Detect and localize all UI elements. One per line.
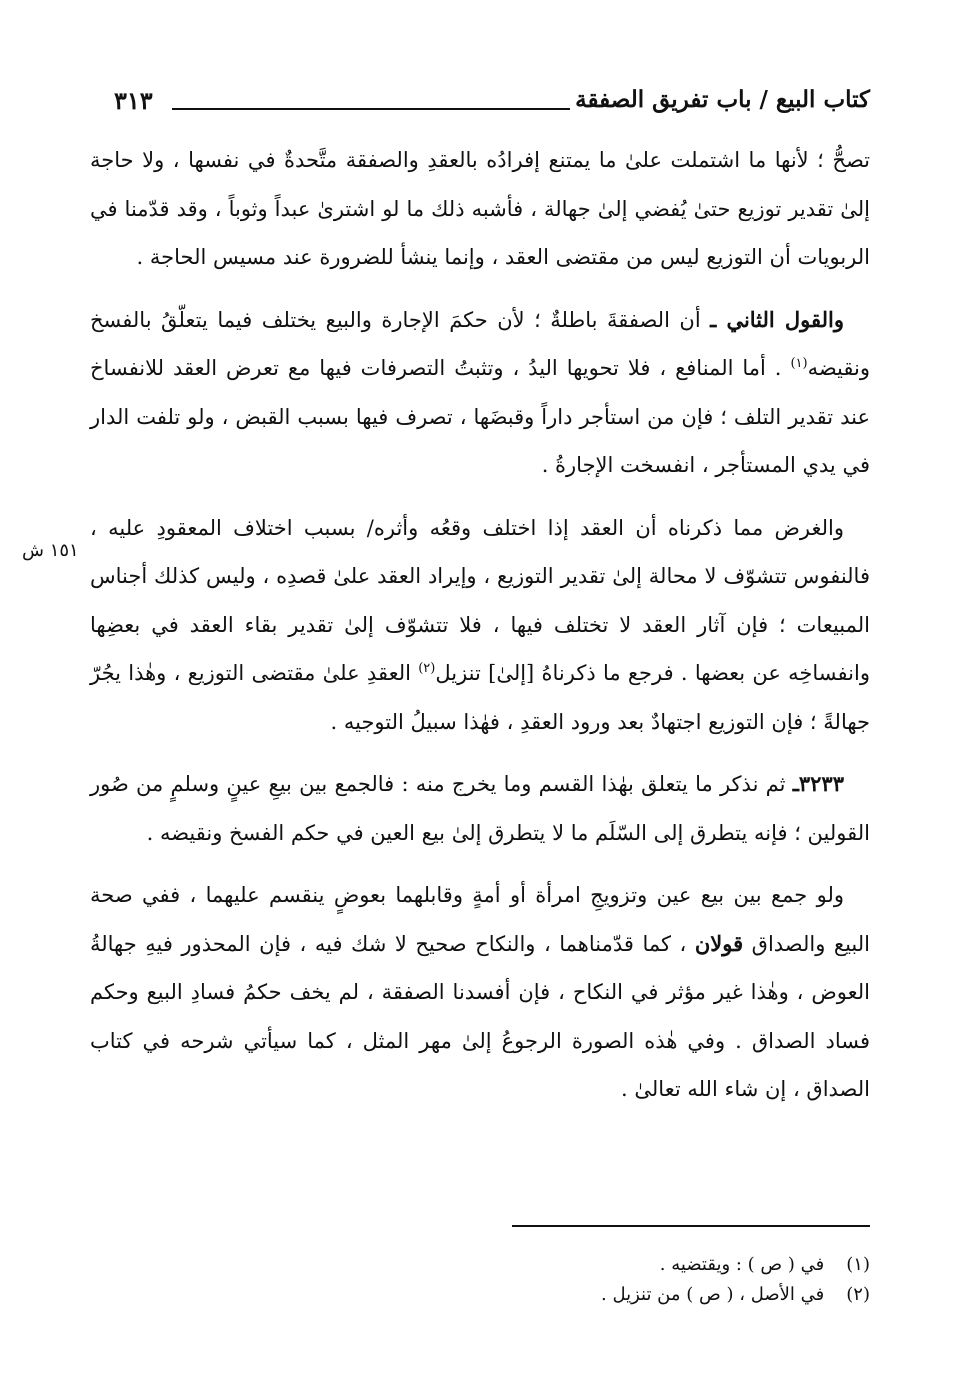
header-rule	[172, 108, 570, 110]
margin-note: ١٥١ ش	[22, 540, 79, 561]
footnote-ref-1: (١)	[790, 356, 808, 371]
page-header	[90, 82, 870, 126]
paragraph-4	[90, 760, 870, 857]
paragraph-2-text: أن الصفقةَ باطلةٌ ؛ لأن حكمَ الإجارة والبيع يختلف فيما يتعلّقُ بالفسخ ونقيضه	[90, 307, 870, 380]
footnote-ref-2: (٢)	[418, 661, 436, 676]
paragraph-3-tail: العقدِ علىٰ مقتضى التوزيع ، وهٰذا يجُرّ جهالةً ؛ فإن التوزيع اجتهادٌ بعد ورود العقدِ ، فهٰذا سبيلُ التوجيه .	[90, 661, 870, 734]
paragraph-3	[90, 504, 870, 747]
footnotes	[270, 1250, 870, 1310]
paragraph-5-bold: قولان	[694, 930, 744, 956]
paragraph-3-text: والغرض مما ذكرناه أن العقد إذا اختلف وقعُه وأثره/ بسبب اختلاف المعقودِ عليه ، فالنفوس تتشوّف لا محالة إلىٰ تقدير التوزيع ، وإيراد العقد علىٰ قصدِه ، وليس كذلك أجناس المبيعات ؛ فإن آثار العقد لا تختلف فيها ، فلا تتشوّف إلىٰ تقدير بقاء العقد في بعضِها وانفساخِه عن بعضها . فرجع ما ذكرناهُ [إلىٰ] تنزيل	[90, 515, 870, 685]
running-title: كتاب البيع / باب تفريق الصفقة	[575, 86, 870, 113]
paragraph-4-number: ٣٢٣٣ـ	[792, 771, 844, 796]
paragraph-1	[90, 136, 870, 282]
paragraph-5-text: ولو جمع بين بيع عين وتزويجِ امرأة أو أمةٍ وقابلهما بعوضٍ ينقسم عليهما ، ففي صحة البيع والصداق	[90, 883, 871, 956]
paragraph-2-lead: والقول الثاني ـ	[710, 306, 844, 332]
footnote-2-number: (٢)	[846, 1284, 870, 1305]
footnote-2-text: في الأصل ، ( ص ) من تنزيل .	[601, 1284, 825, 1305]
footnote-1	[270, 1250, 870, 1280]
footnote-rule	[512, 1225, 870, 1227]
paragraph-4-text: ثم نذكر ما يتعلق بهٰذا القسم وما يخرج منه : فالجمع بين بيعِ عينٍ وسلمٍ من صُور القولين ؛ فإنه يتطرق إلى السّلَم ما لا يتطرق إلىٰ بيع العين في حكم الفسخ ونقيضه .	[90, 772, 870, 845]
paragraph-5	[90, 871, 870, 1114]
paragraph-5-tail: ، كما قدّمناهما ، والنكاح صحيح لا شك فيه ، فإن المحذور فيهِ جهالةُ العوض ، وهٰذا غير مؤثر في النكاح ، فإن أفسدنا الصفقة ، لم يخف حكمُ فسادِ البيع وحكم فساد الصداق . وفي هٰذه الصورة الرجوعُ إلىٰ مهر المثل ، كما سيأتي شرحه في كتاب الصداق ، إن شاء الله تعالىٰ .	[90, 931, 870, 1101]
footnote-1-number: (١)	[846, 1254, 870, 1275]
page-number: ٣١٣	[114, 86, 153, 115]
paragraph-1-text: تصحُّ ؛ لأنها ما اشتملت علىٰ ما يمتنع إفرادُه بالعقدِ والصفقة متَّحدةٌ في نفسها ، ولا حاجة إلىٰ تقدير توزيع حتىٰ يُفضي إلىٰ جهالة ، فأشبه ذلك ما لو اشترىٰ عبداً وثوباً ، وقد قدّمنا في الربويات أن التوزيع ليس من مقتضى العقد ، وإنما ينشأ للضرورة عند مسيس الحاجة .	[90, 148, 870, 269]
body-text	[90, 136, 870, 1128]
footnote-1-text: في ( ص ) : ويقتضيه .	[659, 1254, 825, 1275]
footnote-2	[270, 1280, 870, 1310]
paragraph-2	[90, 296, 870, 490]
paragraph-2-tail: . أما المنافع ، فلا تحويها اليدُ ، وتثبتُ التصرفات فيها مع تعرض العقد للانفساخ عند تقدير التلف ؛ فإن من استأجر داراً وقبضَها ، تصرف فيها بسبب القبض ، ولو تلفت الدار في يدي المستأجر ، انفسخت الإجارةُ .	[90, 356, 870, 477]
